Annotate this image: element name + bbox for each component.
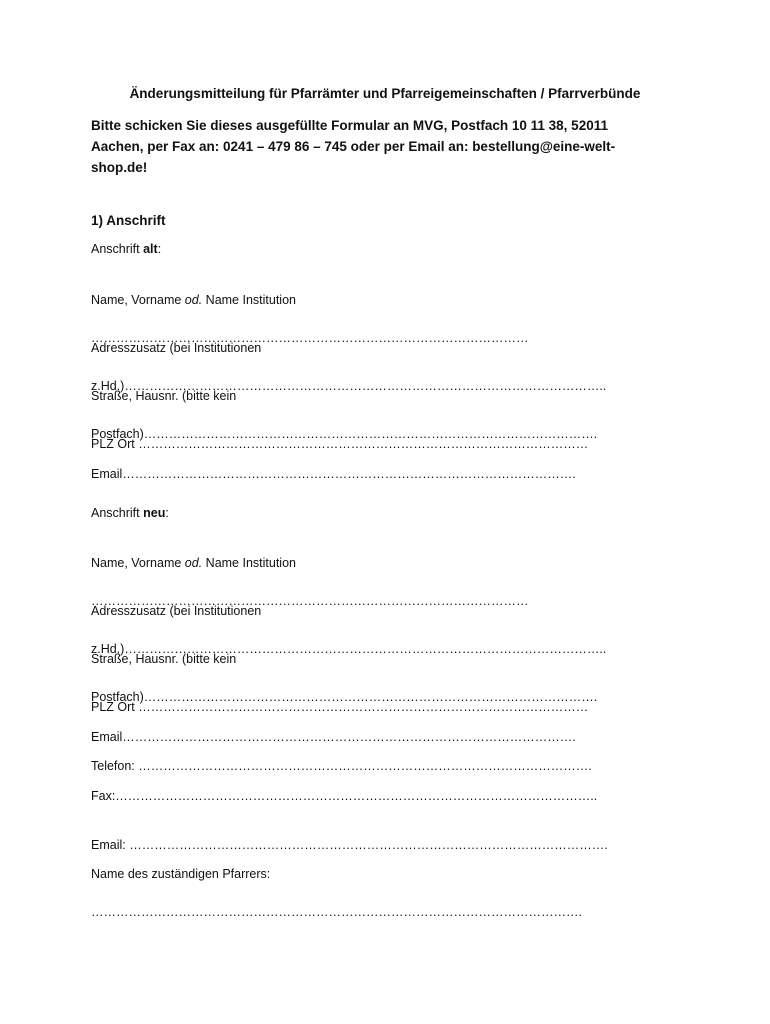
instructions-text: Bitte schicken Sie dieses ausgefüllte Formular an MVG, Postfach 10 11 38, 52011 Aachen, per Fax an: 0241 – 479 86 – 745 oder per Email an: bestellung@eine-welt-shop.de! (91, 118, 616, 175)
new-strasse-field[interactable]: Straße, Hausnr. (bitte kein Postfach)………………………………………………………………………………………………. (91, 652, 598, 704)
new-adresszusatz-field[interactable]: Adresszusatz (bei Institutionen z.Hd.)…………………………………………………………………………………………………….. (91, 604, 607, 656)
new-email-field[interactable]: Email………………………………………………………………………………………………. (91, 730, 576, 744)
old-address-label: Anschrift alt: (91, 242, 162, 256)
document-title: Änderungsmitteilung für Pfarrämter und Pfarreigemeinschaften / Pfarrverbünde (129, 86, 641, 101)
telefon-field[interactable]: Telefon: ………………………………………………………………………………………………. (91, 759, 592, 773)
old-name-field[interactable]: Name, Vorname od. Name Institution …………………………………………………………………………………………… (91, 272, 691, 348)
new-name-field[interactable]: Name, Vorname od. Name Institution …………………………………………………………………………………………… (91, 556, 529, 608)
contact-email-field[interactable]: Email: ……………………………………………………………………………………………………. (91, 838, 608, 852)
old-email-field[interactable]: Email………………………………………………………………………………………………. (91, 467, 576, 481)
pfarrer-name-field[interactable]: Name des zuständigen Pfarrers: ………………………………………………………………………………………………………. (91, 867, 582, 919)
old-strasse-field[interactable]: Straße, Hausnr. (bitte kein Postfach)………………………………………………………………………………………………. (91, 389, 598, 441)
old-plz-ort-field[interactable]: PLZ Ort ……………………………………………………………………………………………… (91, 437, 589, 451)
old-name-dots: …………………………………………………………………………………………… (91, 331, 529, 345)
section-heading-anschrift: 1) Anschrift (91, 213, 166, 228)
new-plz-ort-field[interactable]: PLZ Ort ……………………………………………………………………………………………… (91, 700, 589, 714)
fax-field[interactable]: Fax:…………………………………………………………………………………………………….. (91, 789, 598, 803)
old-adresszusatz-field[interactable]: Adresszusatz (bei Institutionen z.Hd.)…………………………………………………………………………………………………….. (91, 341, 607, 393)
new-address-label: Anschrift neu: (91, 506, 169, 520)
